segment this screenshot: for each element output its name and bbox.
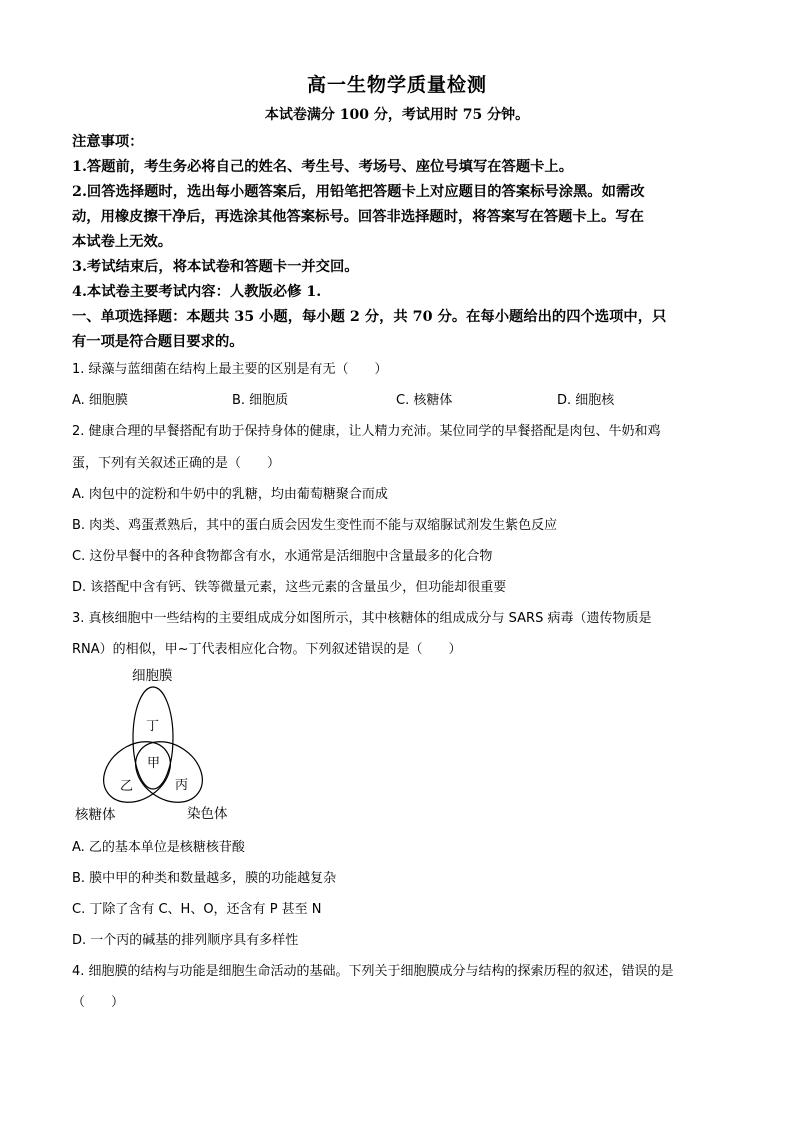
question-1-option-c: C. 核糖体	[396, 393, 453, 408]
note-2-line-3: 本试卷上无效。	[72, 234, 173, 250]
note-2-line-1: 2.回答选择题时，选出每小题答案后，用铅笔把答题卡上对应题目的答案标号涂黑。如需改	[72, 184, 645, 200]
question-3-option-a: A. 乙的基本单位是核糖核苷酸	[72, 840, 245, 855]
question-2-stem-line-1: 2. 健康合理的早餐搭配有助于保持身体的健康，让人精力充沛。某位同学的早餐搭配是肉包、牛奶和鸡	[72, 424, 661, 439]
note-4: 4.本试卷主要考试内容：人教版必修 1.	[72, 284, 322, 300]
venn-diagram	[70, 660, 250, 825]
section-heading-line-2: 有一项是符合题目要求的。	[72, 334, 244, 350]
page-title: 高一生物学质量检测	[306, 74, 487, 96]
note-3: 3.考试结束后，将本试卷和答题卡一并交回。	[72, 259, 359, 275]
question-2-option-d: D. 该搭配中含有钙、铁等微量元素，这些元素的含量虽少，但功能却很重要	[72, 580, 507, 595]
membrane-ellipse	[133, 687, 173, 789]
page-subtitle: 本试卷满分 100 分，考试用时 75 分钟。	[264, 107, 530, 123]
question-4-stem-line-1: 4. 细胞膜的结构与功能是细胞生命活动的基础。下列关于细胞膜成分与结构的探索历程的叙述，错误的是	[72, 964, 674, 979]
question-4-stem-line-2: （ ）	[72, 995, 125, 1010]
note-1: 1.答题前，考生务必将自己的姓名、考生号、考场号、座位号填写在答题卡上。	[72, 159, 574, 175]
question-3-stem-line-2: RNA）的相似，甲~丁代表相应化合物。下列叙述错误的是（ ）	[72, 642, 462, 657]
question-3-option-c: C. 丁除了含有 C、H、O，还含有 P 甚至 N	[72, 902, 322, 917]
question-1-stem: 1. 绿藻与蓝细菌在结构上最主要的区别是有无（ ）	[72, 362, 388, 377]
question-2-option-b: B. 肉类、鸡蛋煮熟后，其中的蛋白质会因发生变性而不能与双缩脲试剂发生紫色反应	[72, 518, 558, 533]
question-3-option-d: D. 一个丙的碱基的排列顺序具有多样性	[72, 933, 299, 948]
label-yi: 乙	[120, 779, 134, 794]
label-ribosome: 核糖体	[75, 807, 116, 823]
label-bing: 丙	[175, 778, 189, 793]
question-3-stem-line-1: 3. 真核细胞中一些结构的主要组成成分如图所示，其中核糖体的组成成分与 SARS 病毒（遗传物质是	[72, 611, 652, 626]
label-membrane: 细胞膜	[132, 668, 173, 684]
section-heading-line-1: 一、单项选择题：本题共 35 小题，每小题 2 分，共 70 分。在每小题给出的四个选项中，只	[72, 309, 667, 325]
label-ding: 丁	[146, 719, 160, 734]
label-chromosome: 染色体	[187, 806, 228, 822]
question-3-option-b: B. 膜中甲的种类和数量越多，膜的功能越复杂	[72, 871, 337, 886]
note-2-line-2: 动，用橡皮擦干净后，再选涂其他答案标号。回答非选择题时，将答案写在答题卡上。写在	[72, 209, 644, 225]
question-1-option-b: B. 细胞质	[232, 393, 289, 408]
question-2-stem-line-2: 蛋，下列有关叙述正确的是（ ）	[72, 456, 281, 471]
question-1-option-d: D. 细胞核	[557, 393, 615, 408]
question-2-option-c: C. 这份早餐中的各种食物都含有水，水通常是活细胞中含量最多的化合物	[72, 549, 493, 564]
notes-heading: 注意事项：	[72, 134, 144, 150]
question-1-option-a: A. 细胞膜	[72, 393, 128, 408]
label-jia: 甲	[147, 756, 161, 771]
question-2-option-a: A. 肉包中的淀粉和牛奶中的乳糖，均由葡萄糖聚合而成	[72, 487, 388, 502]
